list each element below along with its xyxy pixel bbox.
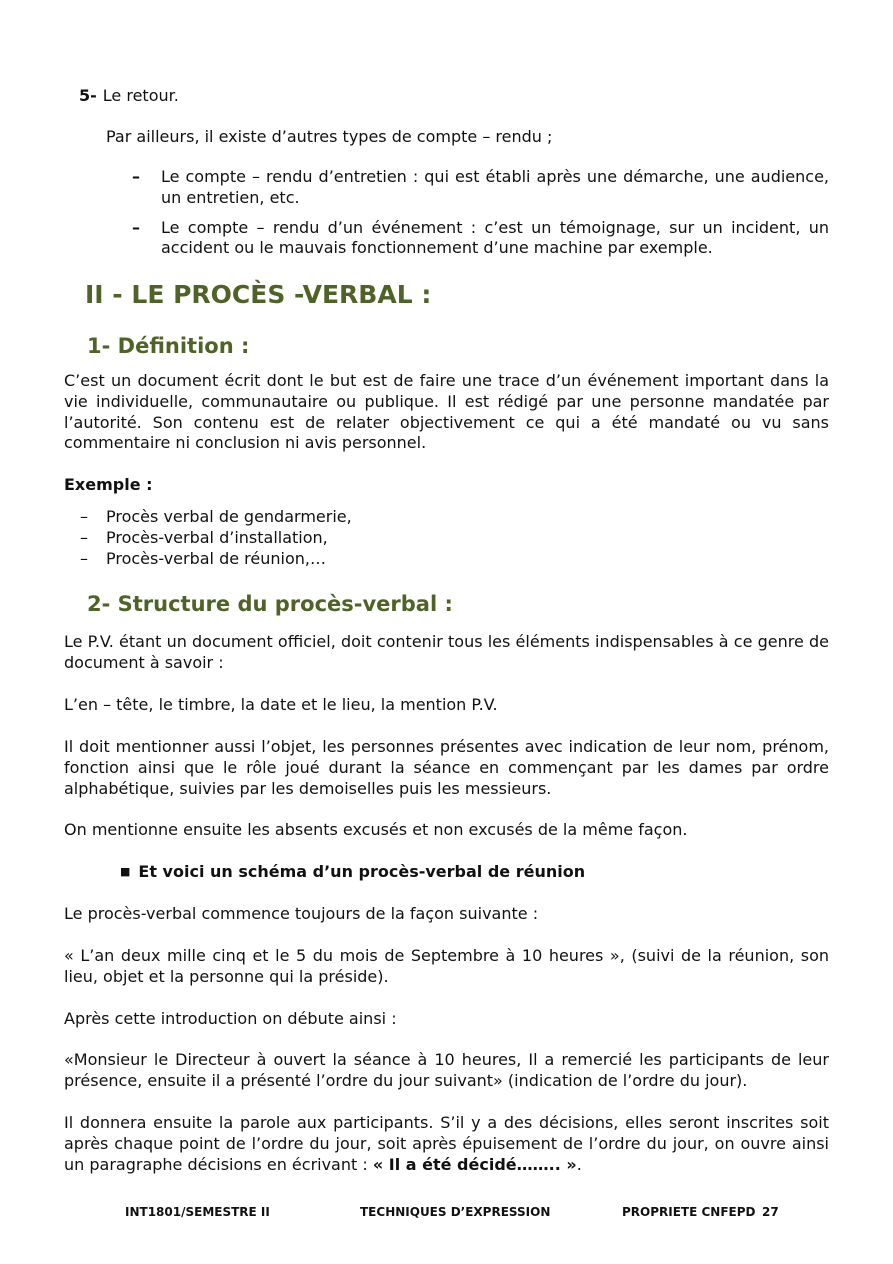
paragraph-director-quote: «Monsieur le Directeur à ouvert la séance à 10 heures, Il a remercié les participants de leur présence, ensuite il a présenté l’ordre du jour suivant» (indication de l’ordre du jour). <box>64 1050 829 1090</box>
page-number: 27 <box>762 1205 779 1219</box>
list-item: – Le compte – rendu d’entretien : qui est établi après une démarche, une audience, un entretien, etc. <box>132 167 829 207</box>
list-item: – Procès verbal de gendarmerie, <box>80 507 352 526</box>
definition-paragraph: C’est un document écrit dont le but est de faire une trace d’un événement important dans la vie individuelle, communautaire ou publique. Il est rédigé par une personne mandatée par l’autorité. Son contenu est de relater objectivement ce qui a été mandaté ou vu sans commentaire ni conclusion ni avis personnel. <box>64 371 829 453</box>
example-label: Exemple : <box>64 475 153 494</box>
paragraph-after-intro: Après cette introduction on débute ainsi : <box>64 1009 397 1028</box>
section-title: II - LE PROCÈS -VERBAL : <box>85 280 432 309</box>
schema-bullet-item: ■ Et voici un schéma d’un procès-verbal de réunion <box>120 862 586 881</box>
decision-phrase: « Il a été décidé…….. » <box>372 1154 577 1174</box>
square-bullet-icon: ■ <box>120 865 131 878</box>
dash-bullet-icon: – <box>132 217 140 237</box>
examples-list <box>64 507 829 569</box>
list-item: – Procès-verbal d’installation, <box>80 527 328 547</box>
dash-bullet-icon: – <box>80 507 88 526</box>
paragraph-example-date: « L’an deux mille cinq et le 5 du mois de Septembre à 10 heures », (suivi de la réunion, son lieu, objet et la personne qui la préside). <box>64 946 829 986</box>
compte-rendu-types-list <box>132 167 829 268</box>
list-item: – Le compte – rendu d’un événement : c’est un témoignage, sur un incident, un accident ou le mauvais fonctionnement d’une machine par exemple. <box>132 217 829 258</box>
item-text: Le retour. <box>102 86 179 105</box>
dash-bullet-icon: – <box>80 527 88 547</box>
dash-bullet-icon: – <box>132 167 140 186</box>
footer-course-code: INT1801/SEMESTRE II <box>125 1205 270 1219</box>
footer-course-title: TECHNIQUES D’EXPRESSION <box>360 1205 551 1219</box>
structure-paragraph-1: Le P.V. étant un document officiel, doit contenir tous les éléments indispensables à ce genre de document à savoir : <box>64 632 829 672</box>
structure-paragraph-4: On mentionne ensuite les absents excusés et non excusés de la même façon. <box>64 820 688 839</box>
item-number: 5- <box>79 86 97 105</box>
structure-heading: 2- Structure du procès-verbal : <box>87 592 453 616</box>
paragraph-decisions: Il donnera ensuite la parole aux participants. S’il y a des décisions, elles seront inscrites soit après chaque point de l’ordre du jour, soit après épuisement de l’ordre du jour, on ouvre ainsi un paragraphe décisions en écrivant : « Il a été décidé…….. ». <box>64 1113 829 1174</box>
dash-bullet-icon: – <box>80 548 88 568</box>
intro-paragraph: Par ailleurs, il existe d’autres types de compte – rendu ; <box>106 127 553 146</box>
footer-ownership: PROPRIETE CNFEPD <box>622 1205 756 1219</box>
structure-paragraph-2: L’en – tête, le timbre, la date et le lieu, la mention P.V. <box>64 695 498 714</box>
structure-paragraph-3: Il doit mentionner aussi l’objet, les personnes présentes avec indication de leur nom, prénom, fonction ainsi que le rôle joué durant la séance en commençant par les dames par ordre alphabétique, suivies par les demoiselles puis les messieurs. <box>64 737 829 798</box>
list-item-5 <box>79 86 839 107</box>
list-item: – Procès-verbal de réunion,… <box>80 548 326 568</box>
definition-heading: 1- Définition : <box>87 334 250 358</box>
paragraph-intro-format: Le procès-verbal commence toujours de la façon suivante : <box>64 904 539 923</box>
